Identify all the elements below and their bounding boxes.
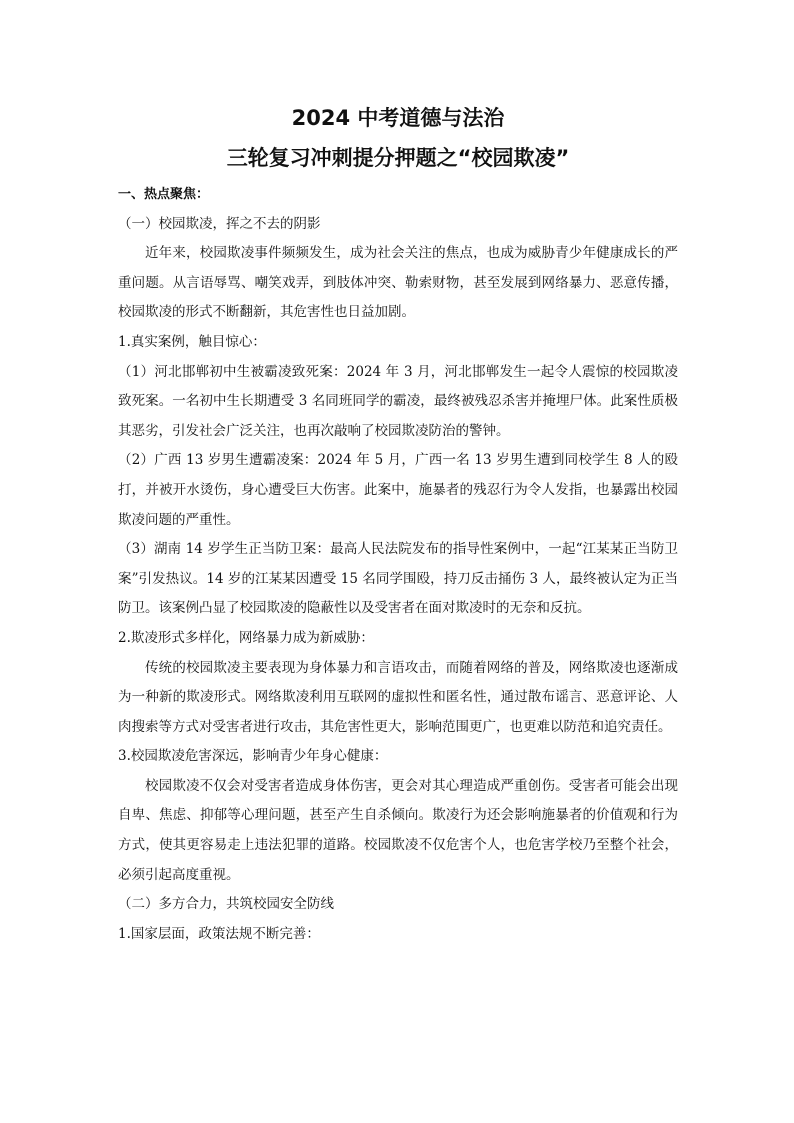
- document-body: [118, 100, 678, 949]
- case-item-3: （3）湖南 14 岁学生正当防卫案：最高人民法院发布的指导性案例中，一起“江某某正当防卫案”引发热议。14 岁的江某某因遭受 15 名同学围殴，持刀反击捅伤 3 人，最终被认定为正当防卫。该案例凸显了校园欺凌的隐蔽性以及受害者在面对欺凌时的无奈和反抗。: [118, 541, 678, 617]
- document-title-line-2: 三轮复习冲刺提分押题之“校园欺凌”: [226, 146, 570, 170]
- subsection-heading-1: （一）校园欺凌，挥之不去的阴影: [118, 215, 321, 232]
- numbered-heading-1: 1.真实案例，触目惊心：: [118, 333, 266, 350]
- case-item-2: （2）广西 13 岁男生遭霸凌案：2024 年 5 月，广西一名 13 岁男生遭到同校学生 8 人的殴打，并被开水烫伤，身心遭受巨大伤害。此案中，施暴者的残忍行为令人发指，也暴露出校园欺凌问题的严重性。: [118, 452, 678, 528]
- paragraph-harm: 校园欺凌不仅会对受害者造成身体伤害，更会对其心理造成严重创伤。受害者可能会出现自卑、焦虑、抑郁等心理问题，甚至产生自杀倾向。欺凌行为还会影响施暴者的价值观和行为方式，使其更容易走上违法犯罪的道路。校园欺凌不仅危害个人，也危害学校乃至整个社会，必须引起高度重视。: [118, 777, 678, 883]
- paragraph-cyberbullying: 传统的校园欺凌主要表现为身体暴力和言语攻击，而随着网络的普及，网络欺凌也逐渐成为一种新的欺凌形式。网络欺凌利用互联网的虚拟性和匿名性，通过散布谣言、恶意评论、人肉搜索等方式对受害者进行攻击，其危害性更大，影响范围更广，也更难以防范和追究责任。: [118, 659, 678, 735]
- numbered-heading-4: 1.国家层面，政策法规不断完善：: [118, 925, 320, 942]
- paragraph-intro: 近年来，校园欺凌事件频频发生，成为社会关注的焦点，也成为威胁青少年健康成长的严重问题。从言语辱骂、嘲笑戏弄，到肢体冲突、勒索财物，甚至发展到网络暴力、恶意传播，校园欺凌的形式不断翻新，其危害性也日益加剧。: [118, 245, 678, 321]
- section-heading-hotspot: 一、热点聚焦：: [118, 187, 210, 202]
- document-title-line-1: 2024 中考道德与法治: [291, 106, 505, 130]
- numbered-heading-3: 3.校园欺凌危害深远，影响青少年身心健康：: [118, 748, 388, 765]
- subsection-heading-2: （二）多方合力，共筑校园安全防线: [118, 896, 334, 913]
- case-item-1: （1）河北邯郸初中生被霸凌致死案：2024 年 3 月，河北邯郸发生一起令人震惊的校园欺凌致死案。一名初中生长期遭受 3 名同班同学的霸凌，最终被残忍杀害并掩埋尸体。此案性质极其恶劣，引发社会广泛关注，也再次敲响了校园欺凌防治的警钟。: [118, 363, 678, 439]
- numbered-heading-2: 2.欺凌形式多样化，网络暴力成为新威胁：: [118, 629, 374, 646]
